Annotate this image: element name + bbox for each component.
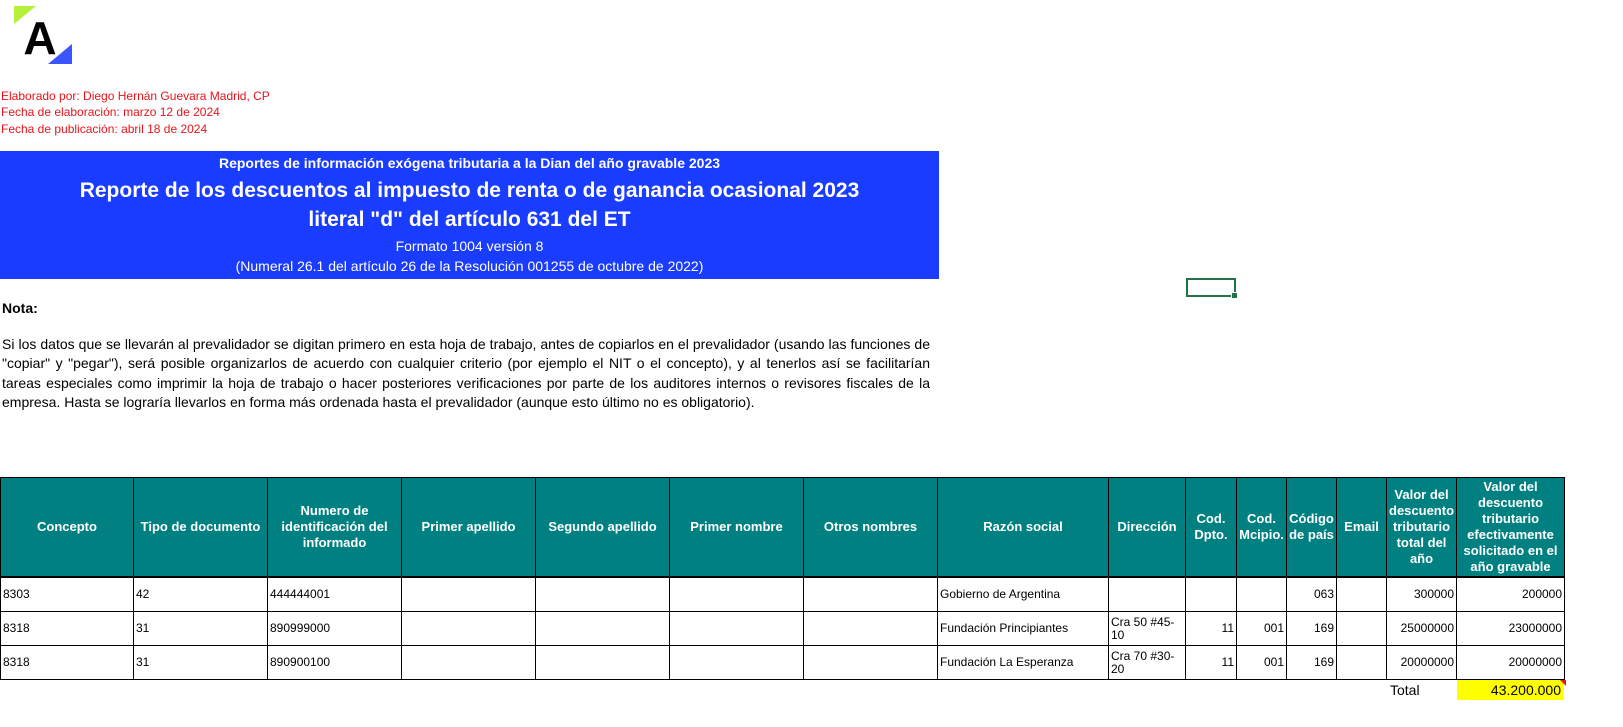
column-header[interactable]: Concepto [1, 478, 134, 578]
column-header[interactable]: Primer nombre [670, 478, 804, 578]
note-title: Nota: [2, 300, 38, 316]
table-cell[interactable]: 11 [1186, 646, 1237, 680]
banner-subtitle: Reportes de información exógena tributaria a la Dian del año gravable 2023 [218, 155, 721, 171]
table-cell[interactable]: 31 [134, 612, 268, 646]
table-cell[interactable]: 31 [134, 646, 268, 680]
table-cell[interactable]: 001 [1237, 646, 1287, 680]
table-cell[interactable]: 11 [1186, 612, 1237, 646]
total-value[interactable] [1457, 680, 1564, 700]
column-header[interactable]: Tipo de documento [134, 478, 268, 578]
table-cell[interactable]: 890999000 [268, 612, 402, 646]
data-table [0, 477, 1565, 680]
table-cell[interactable]: 42 [134, 577, 268, 612]
table-cell[interactable]: 001 [1237, 612, 1287, 646]
table-cell[interactable] [804, 646, 938, 680]
column-header[interactable]: Email [1337, 478, 1387, 578]
published-date-line: Fecha de publicación: abril 18 de 2024 [1, 122, 208, 136]
table-cell[interactable] [670, 612, 804, 646]
table-cell[interactable]: Cra 70 #30-20 [1109, 646, 1186, 680]
table-cell[interactable] [804, 577, 938, 612]
table-cell[interactable] [536, 612, 670, 646]
table-cell[interactable]: 20000000 [1387, 646, 1457, 680]
table-cell[interactable] [1337, 577, 1387, 612]
total-amount: 43.200.000 [1490, 682, 1561, 698]
note-text: Si los datos que se llevarán al prevalidador se digitan primero en esta hoja de trabajo, antes de copiarlos en el prevalidador (usando las funciones de "copiar" y "pegar"), será posible organizarlos de acuerdo con cualquier criterio (por ejemplo el NIT o el concepto), y al tenerlos así se facilitarían tareas especiales como imprimir la hoja de trabajo o hacer posteriores verificaciones por parte de los auditores internos o revisores fiscales de la empresa. Hasta se lograría llevarlos en forma más ordenada hasta el prevalidador (aunque esto último no es obligatorio). [2, 336, 930, 410]
banner-title-line2: literal "d" del artículo 631 del ET [308, 208, 631, 231]
table-cell[interactable]: 8303 [1, 577, 134, 612]
table-cell[interactable] [402, 612, 536, 646]
column-header[interactable]: Valor del descuento tributario efectivamente solicitado en el año gravable [1457, 478, 1565, 578]
column-header[interactable]: Valor del descuento tributario total del año [1387, 478, 1457, 578]
column-header[interactable]: Numero de identificación del informado [268, 478, 402, 578]
table-cell[interactable]: 200000 [1457, 577, 1565, 612]
comment-indicator [1560, 680, 1566, 686]
table-row [1, 612, 1565, 646]
table-cell[interactable]: 23000000 [1457, 612, 1565, 646]
table-body [1, 577, 1565, 680]
table-cell[interactable] [402, 577, 536, 612]
logo-letter: A [23, 12, 57, 64]
table-cell[interactable]: 25000000 [1387, 612, 1457, 646]
table-cell[interactable]: 890900100 [268, 646, 402, 680]
table-cell[interactable]: 063 [1287, 577, 1337, 612]
table-cell[interactable]: Fundación Principiantes [938, 612, 1109, 646]
table-cell[interactable]: 444444001 [268, 577, 402, 612]
selected-cell[interactable] [1186, 278, 1236, 297]
table-cell[interactable]: Cra 50 #45-10 [1109, 612, 1186, 646]
table-cell[interactable] [1337, 646, 1387, 680]
banner-format: Formato 1004 versión 8 [395, 238, 544, 254]
table-cell[interactable]: 20000000 [1457, 646, 1565, 680]
table-cell[interactable] [1337, 612, 1387, 646]
table-cell[interactable]: 300000 [1387, 577, 1457, 612]
table-cell[interactable] [804, 612, 938, 646]
column-header[interactable]: Razón social [938, 478, 1109, 578]
banner-title-line1: Reporte de los descuentos al impuesto de renta o de ganancia ocasional 2023 [79, 179, 860, 202]
table-cell[interactable]: 8318 [1, 646, 134, 680]
total-label: Total [1390, 682, 1420, 698]
column-header[interactable]: Cod. Mcipio. [1237, 478, 1287, 578]
report-banner [0, 151, 939, 279]
table-cell[interactable] [1109, 577, 1186, 612]
column-header[interactable]: Segundo apellido [536, 478, 670, 578]
column-header[interactable]: Código de país [1287, 478, 1337, 578]
table-cell[interactable] [536, 577, 670, 612]
table-cell[interactable] [670, 577, 804, 612]
table-cell[interactable]: 169 [1287, 646, 1337, 680]
table-cell[interactable]: Gobierno de Argentina [938, 577, 1109, 612]
column-header[interactable]: Otros nombres [804, 478, 938, 578]
table-cell[interactable] [402, 646, 536, 680]
column-header[interactable]: Primer apellido [402, 478, 536, 578]
table-row [1, 577, 1565, 612]
banner-reference: (Numeral 26.1 del artículo 26 de la Resolución 001255 de octubre de 2022) [235, 258, 704, 274]
author-line: Elaborado por: Diego Hernán Guevara Madrid, CP [1, 89, 270, 103]
table-cell[interactable] [1186, 577, 1237, 612]
column-header[interactable]: Dirección [1109, 478, 1186, 578]
table-cell[interactable]: Fundación La Esperanza [938, 646, 1109, 680]
fill-handle[interactable] [1231, 292, 1238, 299]
table-header-row [1, 478, 1565, 578]
table-row [1, 646, 1565, 680]
table-cell[interactable] [536, 646, 670, 680]
table-cell[interactable] [1237, 577, 1287, 612]
column-header[interactable]: Cod. Dpto. [1186, 478, 1237, 578]
table-cell[interactable]: 8318 [1, 612, 134, 646]
created-date-line: Fecha de elaboración: marzo 12 de 2024 [1, 105, 220, 119]
actualicese-logo [14, 6, 72, 64]
table-cell[interactable] [670, 646, 804, 680]
table-cell[interactable]: 169 [1287, 612, 1337, 646]
